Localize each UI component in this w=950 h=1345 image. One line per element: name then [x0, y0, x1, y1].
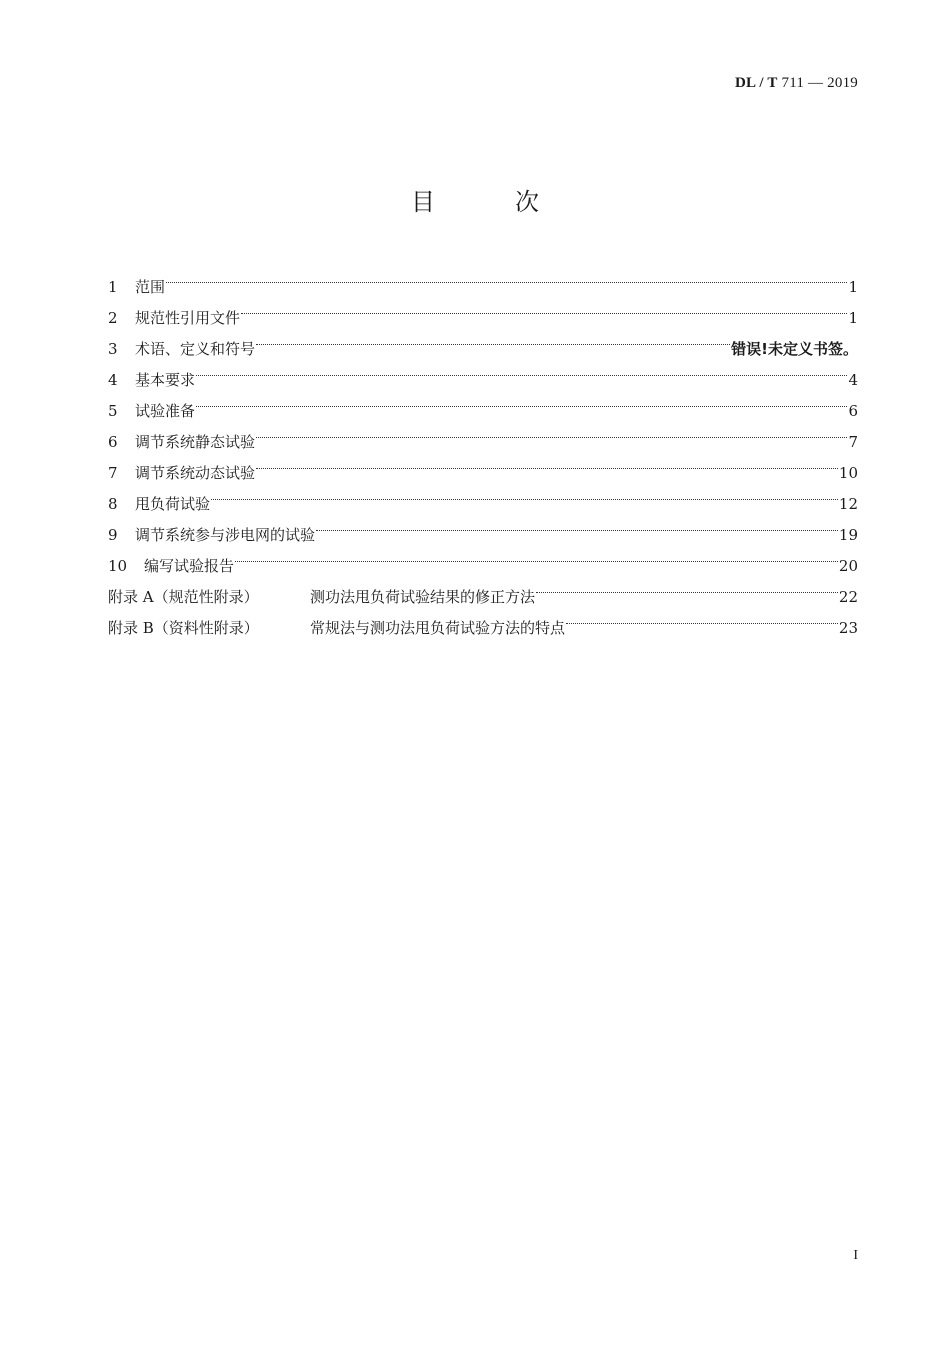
toc-entry-page: 1	[848, 278, 858, 296]
toc-entry-number: 7	[108, 464, 118, 482]
toc-entry-page: 6	[848, 402, 858, 420]
toc-leader-dots	[241, 292, 847, 323]
toc-entry-title: 试验准备	[135, 402, 196, 420]
toc-entry[interactable]	[108, 478, 858, 513]
toc-entry-title: 规范性引用文件	[135, 309, 241, 327]
toc-entry-number: 3	[108, 340, 118, 358]
toc-leader-dots	[166, 261, 847, 292]
toc-leader-dots	[316, 509, 838, 540]
toc-entry[interactable]	[108, 354, 858, 389]
toc-entry-title: 调节系统动态试验	[135, 464, 256, 482]
toc-leader-dots	[256, 447, 838, 478]
toc-entry-title: 基本要求	[135, 371, 196, 389]
toc-appendix-title: 测功法甩负荷试验结果的修正方法	[310, 588, 536, 606]
standard-code	[735, 75, 858, 92]
toc-leader-dots	[196, 354, 847, 385]
toc-appendix-prefix: 附录 A（规范性附录）	[108, 588, 259, 606]
toc-entry-page: 20	[838, 557, 858, 575]
toc-entry-number: 1	[108, 278, 118, 296]
toc-entry-title: 甩负荷试验	[135, 495, 211, 513]
table-of-contents	[108, 261, 858, 637]
toc-entry-number: 4	[108, 371, 118, 389]
toc-leader-dots	[235, 540, 838, 571]
toc-entry-title: 术语、定义和符号	[135, 340, 256, 358]
toc-appendix-page: 22	[838, 588, 858, 606]
toc-entry-page-error: 错误!未定义书签。	[731, 340, 858, 358]
toc-appendix-prefix: 附录 B（资料性附录）	[108, 619, 259, 637]
toc-entry-page: 12	[838, 495, 858, 513]
toc-entry[interactable]	[108, 292, 858, 327]
toc-entry-title: 调节系统参与涉电网的试验	[135, 526, 316, 544]
toc-entry-page: 7	[848, 433, 858, 451]
toc-appendix-page: 23	[838, 619, 858, 637]
toc-leader-dots	[536, 571, 838, 602]
toc-entry-page: 1	[848, 309, 858, 327]
toc-entry-number: 9	[108, 526, 118, 544]
toc-leader-dots	[256, 416, 847, 447]
standard-code-prefix: DL / T	[734, 75, 778, 91]
toc-entry-title: 范围	[135, 278, 166, 296]
toc-entry-title: 编写试验报告	[144, 557, 235, 575]
toc-entry-number: 10	[108, 557, 128, 575]
toc-entry-page: 19	[838, 526, 858, 544]
toc-entry[interactable]	[108, 261, 858, 296]
toc-entry-number: 6	[108, 433, 118, 451]
toc-entry[interactable]	[108, 416, 858, 451]
toc-appendix-title: 常规法与测功法甩负荷试验方法的特点	[310, 619, 566, 637]
page-title-char-1: 目	[411, 188, 435, 216]
standard-code-number: 711 — 2019	[777, 75, 858, 91]
toc-entry-number: 2	[108, 309, 118, 327]
toc-entry-page: 4	[848, 371, 858, 389]
toc-entry-title: 调节系统静态试验	[135, 433, 256, 451]
toc-entry-page: 10	[838, 464, 858, 482]
footer-page-number: I	[853, 1248, 858, 1263]
toc-entry-number: 5	[108, 402, 118, 420]
toc-leader-dots	[211, 478, 838, 509]
page-title-char-2: 次	[515, 188, 539, 216]
toc-entry[interactable]	[108, 509, 858, 544]
toc-leader-dots	[256, 323, 730, 354]
toc-leader-dots	[566, 602, 838, 633]
toc-entry-number: 8	[108, 495, 118, 513]
toc-leader-dots	[196, 385, 847, 416]
page-title	[0, 182, 950, 217]
toc-entry[interactable]	[108, 385, 858, 420]
